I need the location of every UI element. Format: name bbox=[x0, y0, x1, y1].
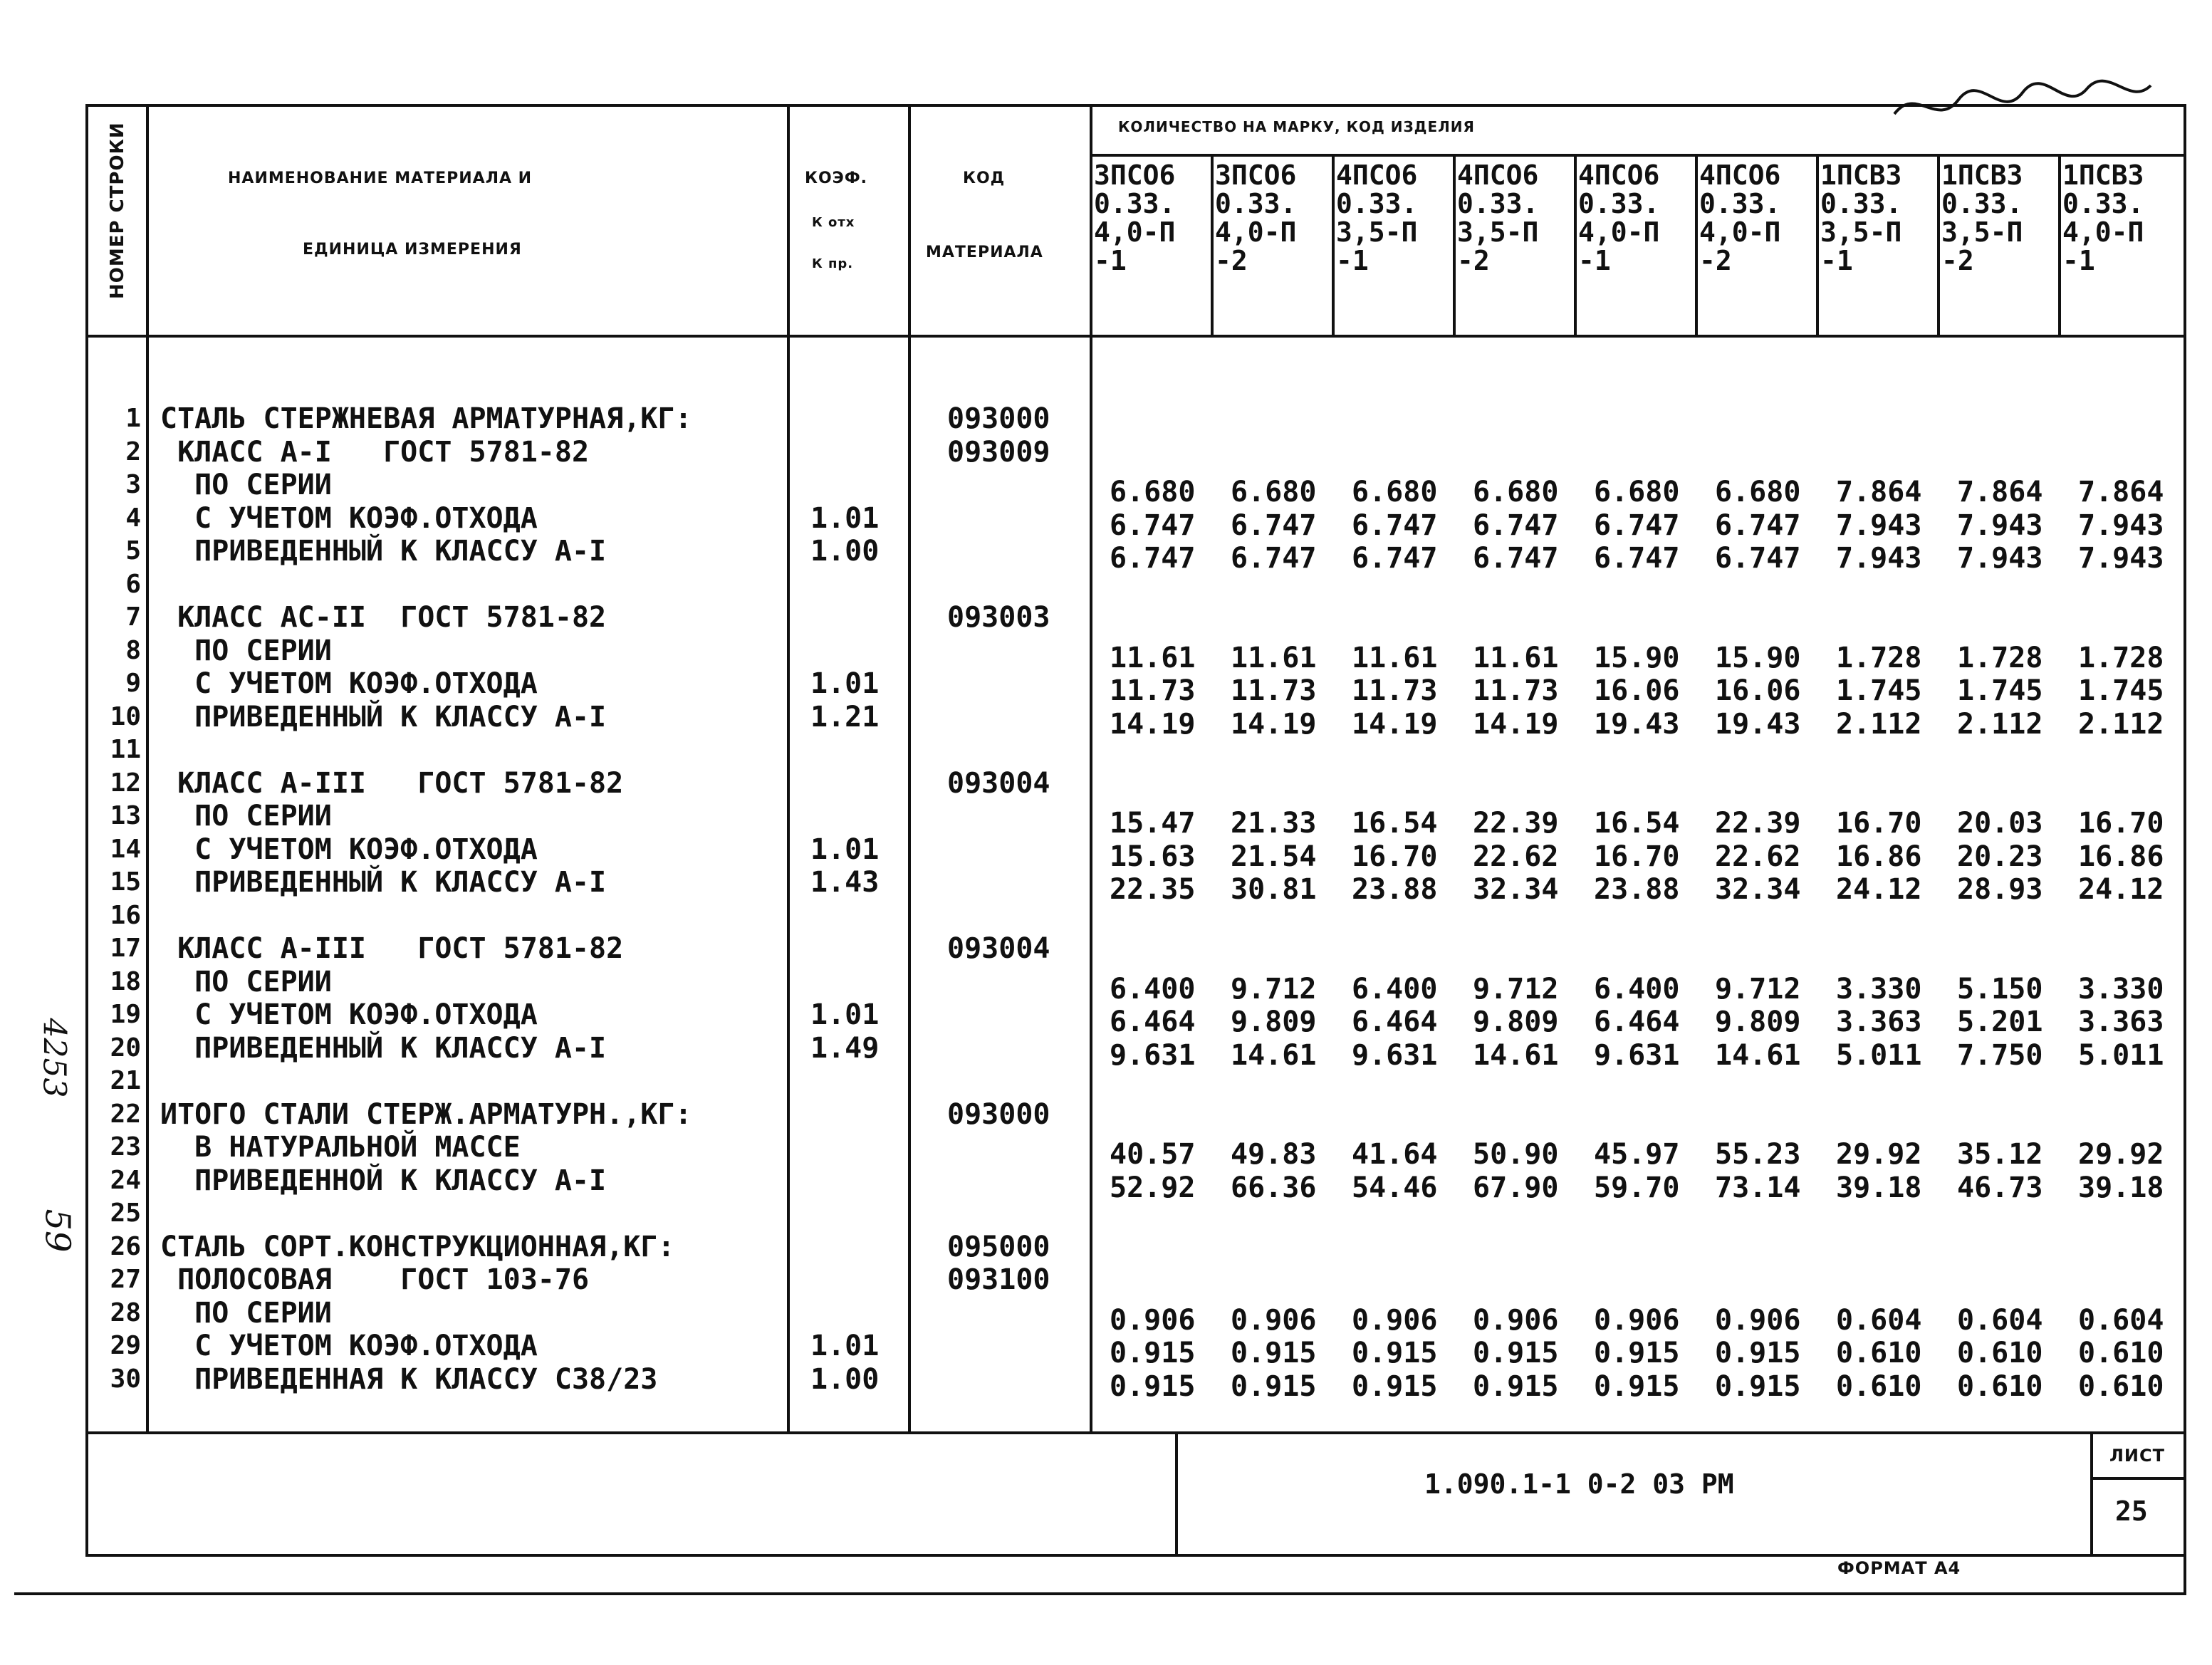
qty-col-divider bbox=[2058, 154, 2061, 336]
doc-code: 1.090.1-1 0-2 03 РМ bbox=[1424, 1468, 1734, 1500]
quantity-value: 5.011 bbox=[2078, 1038, 2164, 1072]
quantity-value: 6.464 bbox=[1594, 1006, 1680, 1038]
format-strip-line bbox=[14, 1592, 2186, 1595]
quantity-value: 30.81 bbox=[1231, 873, 1317, 906]
quantity-value: 66.36 bbox=[1231, 1171, 1317, 1204]
row-number: 25 bbox=[110, 1199, 141, 1228]
quantity-value: 45.97 bbox=[1594, 1138, 1680, 1171]
format-label: ФОРМАТ А4 bbox=[1837, 1558, 1961, 1578]
row-number: 23 bbox=[110, 1132, 141, 1162]
quantity-value: 7.943 bbox=[1957, 508, 2043, 542]
quantity-value: 55.23 bbox=[1715, 1138, 1801, 1171]
quantity-value: 6.680 bbox=[1110, 476, 1196, 508]
quantity-value: 6.464 bbox=[1352, 1006, 1438, 1038]
quantity-value: 1.728 bbox=[1836, 641, 1922, 674]
quantity-value: 6.747 bbox=[1473, 542, 1559, 575]
quantity-value: 11.73 bbox=[1231, 674, 1317, 707]
quantity-value: 15.90 bbox=[1594, 641, 1680, 674]
quantity-value: 22.62 bbox=[1473, 840, 1559, 873]
quantity-value: 21.33 bbox=[1231, 807, 1317, 840]
header-name-line2: ЕДИНИЦА ИЗМЕРЕНИЯ bbox=[303, 241, 522, 259]
row-number: 30 bbox=[110, 1364, 141, 1394]
quantity-value: 16.06 bbox=[1715, 674, 1801, 707]
stamp-divider-right bbox=[2090, 1431, 2093, 1557]
row-number: 11 bbox=[110, 735, 141, 764]
quantity-value: 6.400 bbox=[1594, 972, 1680, 1006]
qty-col-divider bbox=[1211, 154, 1214, 336]
product-code-line: 0.33. bbox=[1578, 188, 1660, 219]
quantity-value: 14.61 bbox=[1715, 1038, 1801, 1072]
row-number: 9 bbox=[125, 669, 141, 698]
coefficient: 1.00 bbox=[810, 535, 880, 568]
product-code-line: -1 bbox=[1094, 245, 1127, 276]
product-code-line: -1 bbox=[1578, 245, 1611, 276]
quantity-value: 11.73 bbox=[1352, 674, 1438, 707]
material-name: В НАТУРАЛЬНОЙ МАССЕ bbox=[160, 1131, 521, 1164]
quantity-value: 0.610 bbox=[1957, 1369, 2043, 1403]
quantity-value: 23.88 bbox=[1594, 873, 1680, 906]
row-number: 20 bbox=[110, 1033, 141, 1063]
row-number: 18 bbox=[110, 966, 141, 996]
quantity-value: 14.19 bbox=[1110, 707, 1196, 741]
quantity-value: 32.34 bbox=[1473, 873, 1559, 906]
product-code-line: 3,5-П bbox=[1941, 216, 2023, 248]
quantity-value: 0.610 bbox=[1957, 1337, 2043, 1369]
quantity-value: 14.61 bbox=[1231, 1038, 1317, 1072]
quantity-value: 0.906 bbox=[1110, 1303, 1196, 1337]
quantity-value: 0.610 bbox=[1836, 1337, 1922, 1369]
quantity-value: 0.906 bbox=[1473, 1303, 1559, 1337]
product-code-line: -2 bbox=[1457, 245, 1490, 276]
coefficient: 1.01 bbox=[810, 998, 880, 1031]
quantity-value: 11.61 bbox=[1231, 641, 1317, 674]
material-name: ПРИВЕДЕННЫЙ К КЛАССУ А-I bbox=[160, 700, 607, 734]
material-code: 093003 bbox=[947, 601, 1050, 634]
quantity-value: 14.19 bbox=[1473, 707, 1559, 741]
quantity-value: 6.680 bbox=[1352, 476, 1438, 508]
material-code: 095000 bbox=[947, 1230, 1050, 1263]
quantity-value: 9.712 bbox=[1473, 972, 1559, 1006]
quantity-value: 5.150 bbox=[1957, 972, 2043, 1006]
row-number: 27 bbox=[110, 1265, 141, 1294]
quantity-value: 23.88 bbox=[1352, 873, 1438, 906]
quantity-value: 11.73 bbox=[1110, 674, 1196, 707]
quantity-value: 6.747 bbox=[1352, 508, 1438, 542]
quantity-value: 2.112 bbox=[1836, 707, 1922, 741]
quantity-value: 0.915 bbox=[1110, 1337, 1196, 1369]
quantity-value: 0.610 bbox=[2078, 1337, 2164, 1369]
quantity-value: 29.92 bbox=[2078, 1138, 2164, 1171]
quantity-value: 29.92 bbox=[1836, 1138, 1922, 1171]
quantity-value: 41.64 bbox=[1352, 1138, 1438, 1171]
coefficient: 1.01 bbox=[810, 501, 880, 535]
product-code-line: 3,5-П bbox=[1457, 216, 1539, 248]
quantity-value: 9.809 bbox=[1715, 1006, 1801, 1038]
quantity-value: 11.61 bbox=[1473, 641, 1559, 674]
quantity-value: 0.915 bbox=[1715, 1369, 1801, 1403]
quantity-value: 19.43 bbox=[1715, 707, 1801, 741]
quantity-value: 15.63 bbox=[1110, 840, 1196, 873]
quantity-value: 1.728 bbox=[1957, 641, 2043, 674]
material-name: ПРИВЕДЕННОЙ К КЛАССУ А-I bbox=[160, 1164, 607, 1197]
product-code-line: 3ПСО6 bbox=[1215, 160, 1297, 191]
row-number: 8 bbox=[125, 635, 141, 665]
material-name: СТАЛЬ СОРТ.КОНСТРУКЦИОННАЯ,КГ: bbox=[160, 1230, 675, 1263]
qty-header-divider bbox=[1090, 154, 2186, 157]
quantity-value: 9.631 bbox=[1352, 1038, 1438, 1072]
row-number: 26 bbox=[110, 1231, 141, 1261]
header-row-no: НОМЕР СТРОКИ bbox=[107, 122, 128, 299]
quantity-value: 7.943 bbox=[2078, 508, 2164, 542]
quantity-value: 0.610 bbox=[1836, 1369, 1922, 1403]
product-code-line: 4,0-П bbox=[1094, 216, 1176, 248]
quantity-value: 50.90 bbox=[1473, 1138, 1559, 1171]
quantity-value: 9.712 bbox=[1231, 972, 1317, 1006]
row-number: 2 bbox=[125, 437, 141, 466]
quantity-value: 16.70 bbox=[1594, 840, 1680, 873]
quantity-value: 22.62 bbox=[1715, 840, 1801, 873]
product-code-line: 4ПСО6 bbox=[1336, 160, 1418, 191]
qty-col-divider bbox=[1574, 154, 1577, 336]
row-number: 12 bbox=[110, 768, 141, 798]
quantity-value: 22.39 bbox=[1473, 807, 1559, 840]
quantity-value: 7.943 bbox=[1957, 542, 2043, 575]
product-code-line: 3,5-П bbox=[1820, 216, 1902, 248]
quantity-value: 20.03 bbox=[1957, 807, 2043, 840]
header-name-line1: НАИМЕНОВАНИЕ МАТЕРИАЛА И bbox=[228, 169, 533, 187]
product-code-line: 0.33. bbox=[2062, 188, 2144, 219]
quantity-value: 22.35 bbox=[1110, 873, 1196, 906]
quantity-value: 6.680 bbox=[1473, 476, 1559, 508]
quantity-value: 0.906 bbox=[1231, 1303, 1317, 1337]
quantity-value: 14.61 bbox=[1473, 1038, 1559, 1072]
row-number: 5 bbox=[125, 536, 141, 565]
quantity-value: 16.70 bbox=[1352, 840, 1438, 873]
quantity-value: 7.864 bbox=[2078, 476, 2164, 508]
material-name: С УЧЕТОМ КОЭФ.ОТХОДА bbox=[160, 998, 538, 1031]
quantity-value: 1.728 bbox=[2078, 641, 2164, 674]
material-name: ПО СЕРИИ bbox=[160, 634, 332, 667]
material-code: 093100 bbox=[947, 1263, 1050, 1296]
quantity-value: 3.330 bbox=[2078, 972, 2164, 1006]
quantity-value: 14.19 bbox=[1231, 707, 1317, 741]
quantity-value: 1.745 bbox=[2078, 674, 2164, 707]
quantity-value: 16.86 bbox=[1836, 840, 1922, 873]
product-code-line: 0.33. bbox=[1941, 188, 2023, 219]
format-strip-end bbox=[2184, 1557, 2186, 1595]
quantity-value: 0.906 bbox=[1594, 1303, 1680, 1337]
qty-col-divider bbox=[1453, 154, 1456, 336]
quantity-value: 20.23 bbox=[1957, 840, 2043, 873]
quantity-value: 16.54 bbox=[1594, 807, 1680, 840]
stamp-top-line bbox=[85, 1431, 2186, 1434]
quantity-value: 22.39 bbox=[1715, 807, 1801, 840]
sheet-number: 25 bbox=[2115, 1496, 2148, 1527]
quantity-value: 49.83 bbox=[1231, 1138, 1317, 1171]
product-code-line: 0.33. bbox=[1699, 188, 1781, 219]
material-name: ПО СЕРИИ bbox=[160, 1296, 332, 1330]
quantity-value: 46.73 bbox=[1957, 1171, 2043, 1204]
quantity-value: 52.92 bbox=[1110, 1171, 1196, 1204]
product-code-line: -1 bbox=[1820, 245, 1853, 276]
signature-mark bbox=[1887, 71, 2158, 135]
coefficient: 1.01 bbox=[810, 667, 880, 700]
quantity-value: 6.747 bbox=[1352, 542, 1438, 575]
qty-col-divider bbox=[1695, 154, 1698, 336]
quantity-value: 6.747 bbox=[1110, 508, 1196, 542]
quantity-value: 7.943 bbox=[1836, 508, 1922, 542]
quantity-value: 39.18 bbox=[1836, 1171, 1922, 1204]
quantity-value: 16.06 bbox=[1594, 674, 1680, 707]
quantity-value: 1.745 bbox=[1957, 674, 2043, 707]
row-number: 7 bbox=[125, 602, 141, 632]
row-number: 15 bbox=[110, 867, 141, 897]
product-code-line: 1ПСВ3 bbox=[2062, 160, 2144, 191]
material-code: 093004 bbox=[947, 932, 1050, 965]
material-name: ПРИВЕДЕННАЯ К КЛАССУ С38/23 bbox=[160, 1362, 658, 1396]
header-qty: КОЛИЧЕСТВО НА МАРКУ, КОД ИЗДЕЛИЯ bbox=[1118, 118, 1475, 135]
sheet-label: ЛИСТ bbox=[2109, 1446, 2166, 1466]
product-code-line: -2 bbox=[1699, 245, 1732, 276]
quantity-value: 39.18 bbox=[2078, 1171, 2164, 1204]
row-number: 17 bbox=[110, 934, 141, 963]
material-name: ПО СЕРИИ bbox=[160, 965, 332, 998]
material-name: ПОЛОСОВАЯ ГОСТ 103-76 bbox=[160, 1263, 590, 1296]
row-number: 1 bbox=[125, 404, 141, 433]
quantity-value: 35.12 bbox=[1957, 1138, 2043, 1171]
product-code-line: -2 bbox=[1941, 245, 1974, 276]
qty-col-divider bbox=[1332, 154, 1335, 336]
product-code-line: 0.33. bbox=[1336, 188, 1418, 219]
product-code-line: 0.33. bbox=[1215, 188, 1297, 219]
quantity-value: 5.011 bbox=[1836, 1038, 1922, 1072]
quantity-value: 9.809 bbox=[1473, 1006, 1559, 1038]
col-divider-num bbox=[146, 104, 149, 1433]
material-name: ИТОГО СТАЛИ СТЕРЖ.АРМАТУРН.,КГ: bbox=[160, 1097, 692, 1131]
coefficient: 1.01 bbox=[810, 1330, 880, 1362]
quantity-value: 24.12 bbox=[2078, 873, 2164, 906]
product-code-line: 4,0-П bbox=[2062, 216, 2144, 248]
header-coef-line3: К пр. bbox=[812, 256, 854, 271]
quantity-value: 11.73 bbox=[1473, 674, 1559, 707]
material-name: СТАЛЬ СТЕРЖНЕВАЯ АРМАТУРНАЯ,КГ: bbox=[160, 402, 692, 435]
product-code-line: 4ПСО6 bbox=[1699, 160, 1781, 191]
material-name: ПРИВЕДЕННЫЙ К КЛАССУ А-I bbox=[160, 1031, 607, 1065]
product-code-line: 0.33. bbox=[1820, 188, 1902, 219]
quantity-value: 67.90 bbox=[1473, 1171, 1559, 1204]
quantity-value: 7.864 bbox=[1957, 476, 2043, 508]
material-name: КЛАСС А-III ГОСТ 5781-82 bbox=[160, 766, 624, 800]
material-name: ПРИВЕДЕННЫЙ К КЛАССУ А-I bbox=[160, 866, 607, 899]
quantity-value: 6.747 bbox=[1715, 542, 1801, 575]
margin-inventory-number: 4253 bbox=[36, 1018, 73, 1098]
quantity-value: 2.112 bbox=[1957, 707, 2043, 741]
quantity-value: 0.915 bbox=[1473, 1369, 1559, 1403]
quantity-value: 11.61 bbox=[1352, 641, 1438, 674]
row-number: 28 bbox=[110, 1298, 141, 1327]
quantity-value: 6.400 bbox=[1352, 972, 1438, 1006]
col-divider-code bbox=[1090, 104, 1092, 1433]
quantity-value: 7.864 bbox=[1836, 476, 1922, 508]
product-code-line: -1 bbox=[1336, 245, 1369, 276]
row-number: 21 bbox=[110, 1066, 141, 1095]
quantity-value: 28.93 bbox=[1957, 873, 2043, 906]
material-code: 093009 bbox=[947, 435, 1050, 469]
material-name: КЛАСС АС-II ГОСТ 5781-82 bbox=[160, 601, 607, 634]
quantity-value: 11.61 bbox=[1110, 641, 1196, 674]
product-code-line: 4ПСО6 bbox=[1457, 160, 1539, 191]
quantity-value: 14.19 bbox=[1352, 707, 1438, 741]
material-name: С УЧЕТОМ КОЭФ.ОТХОДА bbox=[160, 832, 538, 866]
quantity-value: 6.464 bbox=[1110, 1006, 1196, 1038]
quantity-value: 0.610 bbox=[2078, 1369, 2164, 1403]
quantity-value: 7.943 bbox=[1836, 542, 1922, 575]
product-code-line: 4ПСО6 bbox=[1578, 160, 1660, 191]
quantity-value: 16.70 bbox=[2078, 807, 2164, 840]
quantity-value: 32.34 bbox=[1715, 873, 1801, 906]
product-code-line: 1ПСВ3 bbox=[1941, 160, 2023, 191]
quantity-value: 40.57 bbox=[1110, 1138, 1196, 1171]
quantity-value: 6.747 bbox=[1594, 542, 1680, 575]
product-code-line: 1ПСВ3 bbox=[1820, 160, 1902, 191]
row-number: 29 bbox=[110, 1331, 141, 1360]
product-code-line: -2 bbox=[1215, 245, 1248, 276]
quantity-value: 0.915 bbox=[1110, 1369, 1196, 1403]
material-name: ПО СЕРИИ bbox=[160, 800, 332, 832]
coefficient: 1.00 bbox=[810, 1362, 880, 1396]
quantity-value: 6.747 bbox=[1473, 508, 1559, 542]
quantity-value: 0.604 bbox=[2078, 1303, 2164, 1337]
row-number: 14 bbox=[110, 834, 141, 864]
material-name: ПРИВЕДЕННЫЙ К КЛАССУ А-I bbox=[160, 535, 607, 568]
quantity-value: 1.745 bbox=[1836, 674, 1922, 707]
header-code-line2: МАТЕРИАЛА bbox=[926, 244, 1043, 261]
product-code-line: 4,0-П bbox=[1578, 216, 1660, 248]
quantity-value: 6.747 bbox=[1231, 508, 1317, 542]
coefficient: 1.43 bbox=[810, 866, 880, 899]
quantity-value: 6.680 bbox=[1715, 476, 1801, 508]
material-name: КЛАСС А-I ГОСТ 5781-82 bbox=[160, 435, 590, 469]
stamp-divider-left bbox=[1175, 1431, 1178, 1557]
product-code-line: -1 bbox=[2062, 245, 2095, 276]
quantity-value: 16.86 bbox=[2078, 840, 2164, 873]
qty-col-divider bbox=[1816, 154, 1819, 336]
stamp-sheet-divider bbox=[2090, 1477, 2186, 1480]
row-number: 10 bbox=[110, 701, 141, 731]
material-name: С УЧЕТОМ КОЭФ.ОТХОДА bbox=[160, 1330, 538, 1362]
material-code: 093000 bbox=[947, 402, 1050, 435]
quantity-value: 54.46 bbox=[1352, 1171, 1438, 1204]
quantity-value: 5.201 bbox=[1957, 1006, 2043, 1038]
material-code: 093000 bbox=[947, 1097, 1050, 1131]
quantity-value: 9.809 bbox=[1231, 1006, 1317, 1038]
coefficient: 1.01 bbox=[810, 832, 880, 866]
product-code-line: 0.33. bbox=[1457, 188, 1539, 219]
header-code-line1: КОД bbox=[963, 169, 1006, 187]
row-number: 16 bbox=[110, 900, 141, 930]
row-number: 22 bbox=[110, 1099, 141, 1129]
quantity-value: 0.915 bbox=[1231, 1369, 1317, 1403]
quantity-value: 15.47 bbox=[1110, 807, 1196, 840]
row-number: 19 bbox=[110, 1000, 141, 1029]
material-name: КЛАСС А-III ГОСТ 5781-82 bbox=[160, 932, 624, 965]
product-code-line: 4,0-П bbox=[1699, 216, 1781, 248]
header-coef-line2: К отх bbox=[812, 215, 855, 230]
quantity-value: 9.631 bbox=[1110, 1038, 1196, 1072]
quantity-value: 0.604 bbox=[1957, 1303, 2043, 1337]
quantity-value: 0.915 bbox=[1352, 1337, 1438, 1369]
qty-col-divider bbox=[1937, 154, 1940, 336]
quantity-value: 0.915 bbox=[1352, 1369, 1438, 1403]
material-name: С УЧЕТОМ КОЭФ.ОТХОДА bbox=[160, 667, 538, 700]
quantity-value: 19.43 bbox=[1594, 707, 1680, 741]
quantity-value: 21.54 bbox=[1231, 840, 1317, 873]
quantity-value: 0.915 bbox=[1715, 1337, 1801, 1369]
row-number: 4 bbox=[125, 503, 141, 533]
header-coef-line1: КОЭФ. bbox=[805, 169, 868, 187]
coefficient: 1.21 bbox=[810, 700, 880, 734]
material-code: 093004 bbox=[947, 766, 1050, 800]
quantity-value: 59.70 bbox=[1594, 1171, 1680, 1204]
quantity-value: 7.750 bbox=[1957, 1038, 2043, 1072]
quantity-value: 7.943 bbox=[2078, 542, 2164, 575]
quantity-value: 3.363 bbox=[1836, 1006, 1922, 1038]
quantity-value: 6.680 bbox=[1231, 476, 1317, 508]
quantity-value: 6.747 bbox=[1231, 542, 1317, 575]
product-code-line: 3ПСО6 bbox=[1094, 160, 1176, 191]
col-divider-name bbox=[787, 104, 790, 1433]
quantity-value: 0.906 bbox=[1715, 1303, 1801, 1337]
col-divider-coef bbox=[908, 104, 911, 1433]
row-number: 6 bbox=[125, 569, 141, 599]
quantity-value: 9.712 bbox=[1715, 972, 1801, 1006]
quantity-value: 6.747 bbox=[1594, 508, 1680, 542]
quantity-value: 6.400 bbox=[1110, 972, 1196, 1006]
quantity-value: 3.330 bbox=[1836, 972, 1922, 1006]
material-name: ПО СЕРИИ bbox=[160, 469, 332, 501]
quantity-value: 0.915 bbox=[1594, 1369, 1680, 1403]
row-number: 3 bbox=[125, 470, 141, 499]
quantity-value: 0.604 bbox=[1836, 1303, 1922, 1337]
material-name: С УЧЕТОМ КОЭФ.ОТХОДА bbox=[160, 501, 538, 535]
quantity-value: 9.631 bbox=[1594, 1038, 1680, 1072]
row-number: 13 bbox=[110, 801, 141, 830]
quantity-value: 3.363 bbox=[2078, 1006, 2164, 1038]
quantity-value: 0.915 bbox=[1594, 1337, 1680, 1369]
quantity-value: 24.12 bbox=[1836, 873, 1922, 906]
quantity-value: 0.915 bbox=[1473, 1337, 1559, 1369]
quantity-value: 2.112 bbox=[2078, 707, 2164, 741]
quantity-value: 0.906 bbox=[1352, 1303, 1438, 1337]
coefficient: 1.49 bbox=[810, 1031, 880, 1065]
product-code-line: 0.33. bbox=[1094, 188, 1176, 219]
product-code-line: 4,0-П bbox=[1215, 216, 1297, 248]
product-code-line: 3,5-П bbox=[1336, 216, 1418, 248]
header-divider bbox=[85, 335, 2186, 338]
row-number: 24 bbox=[110, 1165, 141, 1195]
quantity-value: 6.680 bbox=[1594, 476, 1680, 508]
quantity-value: 6.747 bbox=[1715, 508, 1801, 542]
quantity-value: 15.90 bbox=[1715, 641, 1801, 674]
quantity-value: 16.70 bbox=[1836, 807, 1922, 840]
quantity-value: 0.915 bbox=[1231, 1337, 1317, 1369]
margin-page-number: 59 bbox=[37, 1209, 78, 1253]
quantity-value: 6.747 bbox=[1110, 542, 1196, 575]
quantity-value: 16.54 bbox=[1352, 807, 1438, 840]
quantity-value: 73.14 bbox=[1715, 1171, 1801, 1204]
